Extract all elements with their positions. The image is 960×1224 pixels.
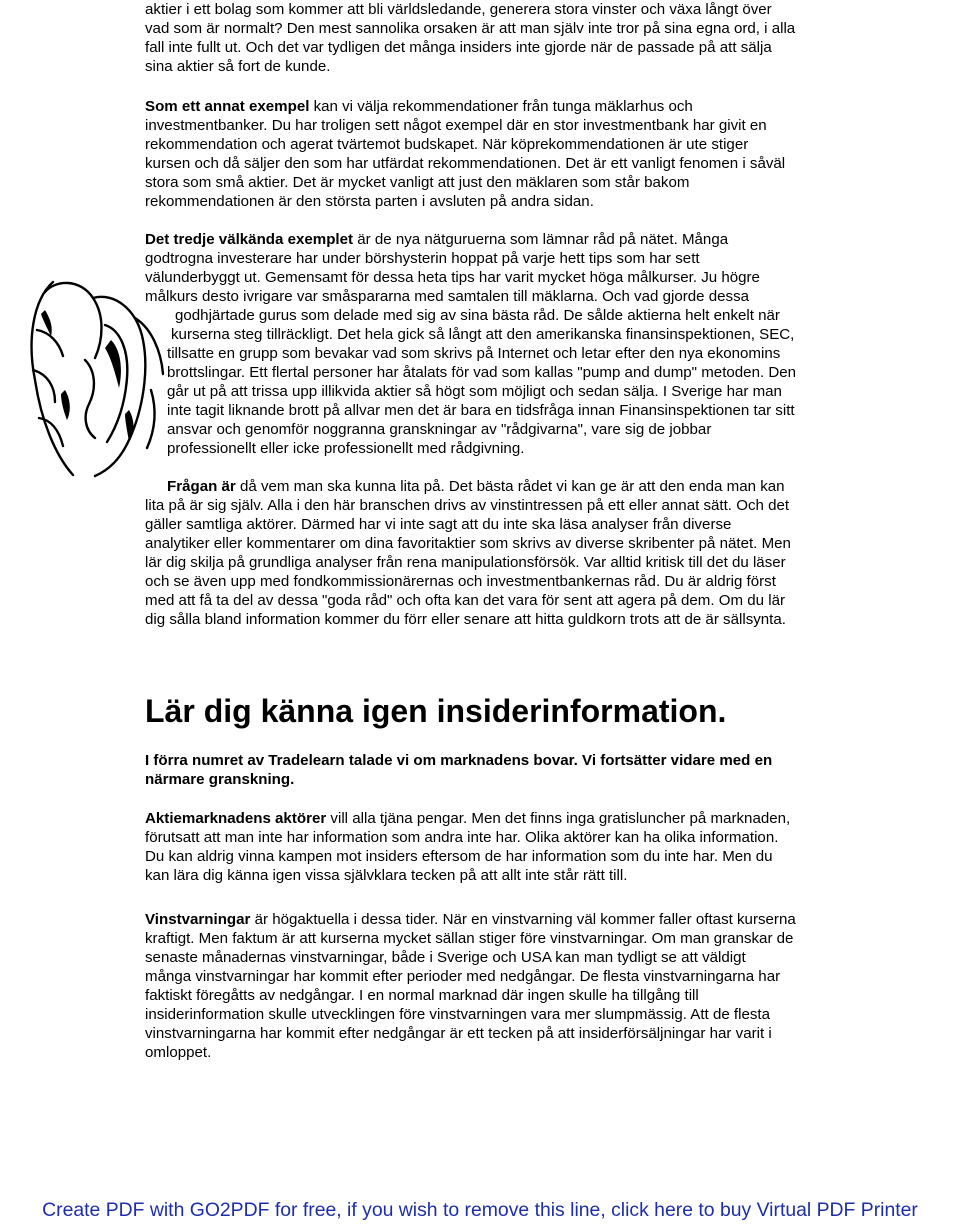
text-line: faktiskt föregåtts av nedgångar. I en normal marknad där ingen skulle ha tillgång till: [145, 987, 699, 1004]
section-lead: [145, 751, 867, 789]
paragraph-market-actors: [145, 809, 867, 885]
text-line: rekommendation och agerat tvärtemot budskapet. När köprekommendationen är ute stiger: [145, 136, 749, 153]
paragraph-lead-bold: Som ett annat exempel: [145, 98, 310, 115]
text-line: investmentbanker. Du har troligen sett något exempel där en stor investmentbank har givit en: [145, 117, 767, 134]
paragraph-profit-warnings: [145, 910, 867, 1062]
text-line: [145, 230, 867, 249]
paragraph-lead-bold: Det tredje välkända exemplet: [145, 231, 354, 248]
text-line: stora som små aktier. Det är mycket vanligt att just den mäklaren som står bakom: [145, 174, 690, 191]
text-line: vinstvarningarna har kommit efter nedgångar är ett tecken på att insiderförsäljningar har varit i: [145, 1025, 772, 1042]
text-line: gäller samtliga aktörer. Därmed har vi inte sagt att du inte ska läsa analyser från diverse: [145, 516, 732, 533]
text-line: [145, 910, 867, 929]
text-line: brottslingar. Ett flertal personer har åtalats för vad som kallas "pump and dump" metoden. Den: [167, 364, 797, 381]
text-line: förutsatt att man inte har information som andra inte har. Olika aktörer kan ha olika information.: [145, 829, 779, 846]
text-line: kraftigt. Men faktum är att kurserna mycket sällan stiger före vinstvarningar. Om man granskar de: [145, 930, 794, 947]
text-line: senaste månadernas vinstvarningar, både i Sverige och USA kan man tydligt se att väldigt: [145, 949, 746, 966]
text-line: [145, 97, 867, 116]
text-line: målkurs desto ivrigare var småspararna med samtalen till mäklarna. Och vad gjorde dessa: [145, 288, 750, 305]
go2pdf-footer-link[interactable]: Create PDF with GO2PDF for free, if you wish to remove this line, click here to buy Virtual PDF Printer: [42, 1199, 918, 1221]
text-line: lita på är sig själv. Alla i den här branschen drivs av vinstintressen på ett eller annat sätt. Och det: [145, 497, 790, 514]
text-line: analytiker eller kommentarer om dina favoritaktier som skrivs av diverse skribenter på nätet. Men: [145, 535, 791, 552]
text-line: närmare granskning.: [145, 771, 295, 788]
text-line: sina aktier så fort de kunde.: [145, 58, 331, 75]
text-span: kan vi välja rekommendationer från tunga mäklarhus och: [309, 98, 693, 115]
text-line: med att få ta del av dessa "goda råd" och ofta kan det vara för sent att agera på dem. Om du lär: [145, 592, 785, 609]
text-line: fall inte fullt ut. Och det var tydligen det många insiders inte gjorde när de passade på att sälja: [145, 39, 772, 56]
paragraph-who-to-trust: [145, 477, 867, 629]
paragraph-lead-bold: Frågan är: [167, 478, 236, 495]
paragraph-lead-bold: Vinstvarningar: [145, 911, 251, 928]
text-line: ansvar och genomför noggranna granskningar av "rådgivarna", vare sig de jobbar: [167, 421, 712, 438]
text-line: [145, 809, 867, 828]
paragraph-lead-bold: Aktiemarknadens aktörer: [145, 810, 327, 827]
text-line: och se även upp med fondkommissionärernas och investmentbankernas råd. Du är aldrig först: [145, 573, 776, 590]
text-line: godtrogna investerare har under börshysterin hoppat på varje hett tips som har sett: [145, 250, 700, 267]
text-line: I förra numret av Tradelearn talade vi om marknadens bovar. Vi fortsätter vidare med en: [145, 752, 773, 769]
text-line: lär dig skilja på grundliga analyser från rena manipulationsförsök. Var alltid kritisk till det du läser: [145, 554, 786, 571]
text-span: är de nya nätguruerna som lämnar råd på nätet. Många: [353, 231, 729, 248]
text-line: kursen och då säljer den som har utfärdat rekommendationen. Det är ett vanligt fenomen i såväl: [145, 155, 786, 172]
text-span: då vem man ska kunna lita på. Det bästa rådet vi kan ge är att den enda man kan: [235, 478, 785, 495]
text-line: rekommendationen är den största parten i avsluten på andra sidan.: [145, 193, 594, 210]
text-span: är högaktuella i dessa tider. När en vinstvarning väl kommer faller oftast kurserna: [250, 911, 796, 928]
text-line: godhjärtade gurus som delade med sig av sina bästa råd. De sålde aktierna helt enkelt när: [175, 307, 780, 324]
text-line: omloppet.: [145, 1044, 212, 1061]
text-line: professionellt eller icke professionellt med rådgivning.: [167, 440, 525, 457]
text-line: många vinstvarningar har kommit efter perioder med nedgångar. De flesta vinstvarningarna har: [145, 968, 781, 985]
text-line: [145, 477, 867, 496]
text-line: inte tagit liknande brott på allvar men det är bara en tidsfråga innan Finansinspektionen tar sitt: [167, 402, 795, 419]
text-line: dig sålla bland information kommer du förr eller senare att hitta guldkorn trots att de är sällsynta.: [145, 611, 786, 628]
paragraph-broker-recommendations: [145, 97, 867, 211]
text-line: välunderbyggt ut. Gemensamt för dessa heta tips har varit mycket höga målkurser. Ju högre: [145, 269, 760, 286]
section-heading: Lär dig känna igen insiderinformation.: [145, 693, 727, 729]
text-line: Du kan aldrig vinna kampen mot insiders eftersom de har information som du inte har. Men du: [145, 848, 773, 865]
text-line: aktier i ett bolag som kommer att bli världsledande, generera stora vinster och växa långt över: [145, 1, 772, 18]
paragraph-net-gurus: [145, 230, 867, 458]
paragraph-insiders-selling: [145, 0, 867, 76]
text-line: vad som är normalt? Den mest sannolika orsaken är att man själv inte tror på sina egna ord, i alla: [145, 20, 796, 37]
text-line: kurserna steg tillräckligt. Det hela gick så långt att den amerikanska finansinspektionen, SEC,: [171, 326, 795, 343]
text-line: kan lära dig känna igen vissa självklara tecken på att allt inte står rätt till.: [145, 867, 628, 884]
text-line: insiderinformation skulle utvecklingen före vinstvarningen vara mer slumpmässig. Att de flesta: [145, 1006, 771, 1023]
text-line: går ut på att trissa upp illikvida aktier så högt som möjligt och sedan sälja. I Sverige har man: [167, 383, 782, 400]
text-span: vill alla tjäna pengar. Men det finns inga gratisluncher på marknaden,: [326, 810, 791, 827]
text-line: tillsatte en grupp som bevakar vad som skrivs på Internet och letar efter den nya ekonomins: [167, 345, 781, 362]
